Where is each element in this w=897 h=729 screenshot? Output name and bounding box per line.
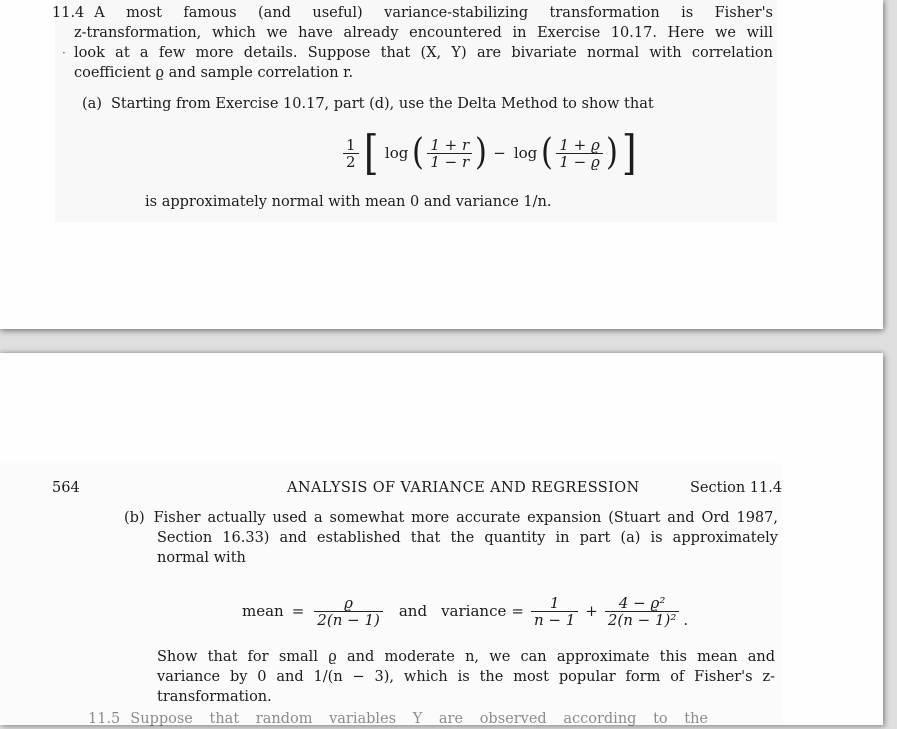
log-operator: log	[513, 144, 538, 162]
right-paren: )	[475, 132, 488, 173]
part-b-line-2: Section 16.33) and established that the quantity in part (a) is approximately	[157, 530, 778, 546]
fraction-denominator: 2(n − 1)	[314, 611, 383, 628]
left-bracket: [	[363, 125, 379, 181]
next-exercise-text: Suppose that random variables Y are observed according to the	[130, 711, 708, 727]
scan-dot-artifact: ·	[62, 46, 66, 60]
exercise-11-4-line-3: look at a few more details. Suppose that (X, Y) are bivariate normal with correlation	[74, 45, 773, 61]
fraction-denominator: 2(n − 1)²	[605, 611, 680, 628]
period: .	[683, 611, 689, 629]
fraction-numerator: 4 − ϱ²	[618, 593, 666, 612]
fraction-denominator: 2	[343, 153, 359, 170]
section-label: Section 11.4	[690, 480, 783, 496]
left-paren: (	[541, 132, 554, 173]
fraction-1plusrho-over-1minusrho	[556, 137, 602, 170]
equals-sign: =	[291, 602, 305, 620]
log-operator: log	[384, 144, 409, 162]
fraction-numerator: 1	[346, 135, 356, 154]
part-b-text: Fisher actually used a somewhat more accurate expansion (Stuart and Ord 1987,	[153, 510, 778, 526]
page-1	[0, 0, 883, 329]
fraction-denominator: 1 − ϱ	[556, 153, 602, 170]
right-bracket: ]	[621, 125, 637, 181]
and-label: and	[398, 602, 428, 620]
right-paren: )	[605, 132, 618, 173]
exercise-number: 11.4	[52, 5, 85, 21]
show-line-2: variance by 0 and 1/(n − 3), which is the most popular form of Fisher's z-	[157, 669, 775, 685]
fraction-numerator: 1 + ϱ	[559, 135, 600, 154]
fraction-variance-1	[531, 595, 578, 628]
left-paren: (	[412, 132, 425, 173]
page-number: 564	[52, 480, 80, 496]
next-exercise-partial	[88, 709, 708, 727]
exercise-number: 11.5	[88, 711, 121, 727]
fraction-numerator: 1	[549, 593, 560, 612]
closing-line: is approximately normal with mean 0 and variance 1/n.	[145, 194, 552, 210]
part-a-text: Starting from Exercise 10.17, part (d), use the Delta Method to show that	[110, 96, 654, 112]
fraction-denominator: 1 − r	[427, 153, 472, 170]
mean-label: mean	[242, 602, 284, 620]
exercise-11-4-line-4: coefficient ϱ and sample correlation r.	[74, 65, 354, 81]
exercise-11-4-line-2: z-transformation, which we have already encountered in Exercise 10.17. Here we will	[74, 25, 773, 41]
exercise-11-4-line-1	[52, 3, 773, 23]
part-b-label: (b)	[124, 510, 145, 526]
formula-fisher-z	[341, 127, 639, 179]
equals-sign: =	[511, 602, 524, 620]
formula-mean-variance	[242, 588, 688, 634]
fraction-denominator: n − 1	[531, 611, 578, 628]
fraction-numerator: ϱ	[344, 593, 353, 612]
page-2	[0, 353, 883, 725]
part-b-line-1	[124, 508, 778, 528]
show-line-1: Show that for small ϱ and moderate n, we can approximate this mean and	[157, 649, 775, 665]
part-b-line-3: normal with	[157, 550, 246, 566]
part-a-line	[82, 94, 654, 114]
paragraph-text: A most famous (and useful) variance-stabilizing transformation is Fisher's	[94, 5, 773, 21]
variance-label: variance	[441, 602, 507, 620]
fraction-variance-2	[605, 595, 680, 628]
fraction-one-half	[343, 137, 359, 170]
minus-operator: −	[493, 144, 506, 162]
fraction-mean	[314, 595, 383, 628]
plus-operator: +	[585, 602, 598, 620]
fraction-1plusr-over-1minusr	[427, 137, 472, 170]
running-header-title: ANALYSIS OF VARIANCE AND REGRESSION	[287, 480, 640, 496]
show-line-3: transformation.	[157, 689, 272, 705]
fraction-numerator: 1 + r	[430, 135, 470, 154]
part-a-label: (a)	[82, 96, 102, 112]
